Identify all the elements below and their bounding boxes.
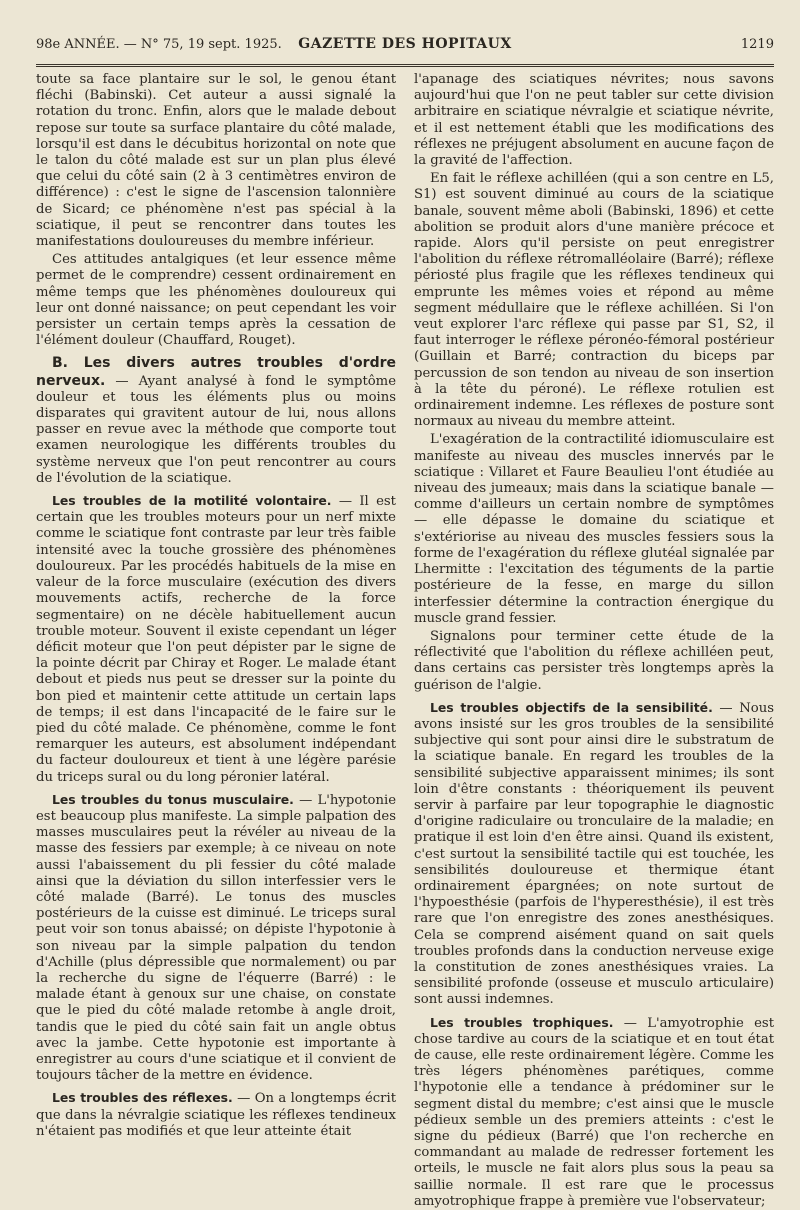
text-columns <box>36 72 774 1209</box>
paragraph-text: — L'amyotrophie est chose tardive au cours de la sciatique et en tout état de cause, elle reste ordinairement légère. Comme les très légers phénomènes parétiques, comme l'hypotonie elle a tendance à prédominer sur le segment distal du membre; c'est ainsi que le muscle pédieux semble un des premiers atteints : c'est le signe du pédieux (Barré) que l'on recherche en commandant au malade de redresser fortement les orteils, le muscle ne fait alors plus sous la peau sa saillie normale. Il est rare que le processus amyotrophique frappe à première vue l'observateur; <box>414 1015 774 1209</box>
paragraph-text: — Ayant analysé à fond le symptôme douleur et tous les éléments plus ou moins disparates qui gravitent autour de lui, nous allons passer en revue avec la méthode que comporte tout examen neurologique les différents troubles du système nerveux que l'on peut rencontrer au cours de l'évolution de la sciatique. <box>36 373 396 486</box>
header-rule <box>36 64 774 67</box>
paragraph-text: Signalons pour terminer cette étude de la réflectivité que l'abolition du réflexe achilléen peut, dans certains cas persister très longtemps après la guérison de l'algie. <box>414 628 774 693</box>
left-paragraph <box>36 792 396 1085</box>
page-header <box>36 30 774 58</box>
right-paragraph <box>414 72 774 169</box>
section-heading: Les troubles de la motilité volontaire. <box>52 493 332 509</box>
section-heading: Les troubles des réflexes. <box>52 1090 233 1106</box>
paragraph-text: L'exagération de la contractilité idiomusculaire est manifeste au niveau des muscles innervés par le sciatique : Villaret et Faure Beaulieu l'ont étudiée au niveau des jumeaux; mais dans la sciatique banale — comme d'ailleurs un certain nombre de symptômes — elle dépasse le domaine du sciatique et s'extériorise au niveau des muscles fessiers sous la forme de l'exagération du réflexe glutéal signalée par Lhermitte : l'excitation des téguments de la partie postérieure de la fesse, en marge du sillon interfessier détermine la contraction énergique du muscle grand fessier. <box>414 432 774 626</box>
right-paragraph <box>414 171 774 430</box>
left-column <box>36 72 397 1139</box>
left-paragraph <box>36 493 396 786</box>
section-heading: Les troubles du tonus musculaire. <box>52 791 294 807</box>
paragraph-text: — L'hypotonie est beaucoup plus manifeste. La simple palpation des masses musculaires peut la révéler au niveau de la masse des fessiers par exemple; à ce niveau on note aussi l'abaissement du pli fessier du côté malade ainsi que la déviation du sillon interfessier vers le côté malade (Barré). Le tonus des muscles postérieurs de la cuisse est diminué. Le triceps sural peut voir son tonus abaissé; on dépiste l'hypotonie à son niveau par la simple palpation du tendon d'Achille (plus dépressible que normalement) ou par la recherche du signe de l'équerre (Barré) : le malade étant à genoux sur une chaise, on constate que le pied du côté malade retombe à angle droit, tandis que le pied du côté sain fait un angle obtus avec la jambe. Cette hypotonie est importante à enregistrer au cours d'une sciatique et il convient de toujours tâcher de la mettre en évidence. <box>36 792 397 1084</box>
paragraph-text: — Nous avons insisté sur les gros troubles de la sensibilité subjective qui sont pour ainsi dire le substratum de la sciatique banale. En regard les troubles de la sensibilité subjective apparaissent minimes; ils sont loin d'être constants : théoriquement ils peuvent servir à parfaire par leur topographie le diagnostic d'origine radiculaire ou tronculaire de la maladie; en pratique il est loin d'en être ainsi. Quand ils existent, c'est surtout la sensibilité tactile qui est touchée, les sensibilités douloureuse et thermique étant ordinairement épargnées; on note surtout de l'hypoesthésie (parfois de l'hyperesthésie), il est très rare que l'on enregistre des zones anesthésiques. Cela se comprend aisément quand on sait quels troubles profonds dans la conduction nerveuse exige la constitution de zones anesthésiques vraies. La sensibilité profonde (osseuse et musculo articulaire) sont aussi indemnes. <box>414 700 774 1008</box>
paragraph-text: En fait le réflexe achilléen (qui a son centre en L5, S1) est souvent diminué au cours de la sciatique banale, souvent même aboli (Babinski, 1896) et cette abolition se produit alors d'une manière précoce et rapide. Alors qu'il persiste on peut enregistrer l'abolition du réflexe rétromalléolaire (Barré); réflexe périosté plus fragile que les réflexes tendineux qui emprunte les mêmes voies et répond au même segment médullaire que le réflexe achilléen. Si l'on veut explorer l'arc réflexe qui passe par S1, S2, il faut interroger le réflexe péronéo-fémoral postérieur (Guillain et Barré; contraction du biceps par percussion de son tendon au niveau de son insertion à la tête du péroné). Le réflexe rotulien est ordinairement indemne. Les réflexes de posture sont normaux au niveau du membre atteint. <box>414 171 774 430</box>
journal-title: GAZETTE DES HOPITAUX <box>298 36 512 52</box>
right-column <box>414 72 774 1209</box>
paragraph-text: — Il est certain que les troubles moteurs pour un nerf mixte comme le sciatique font contraste par leur très faible intensité avec la touche grossière des phénomènes douloureux. Par les procédés habituels de la mise en valeur de la force musculaire (exécution des divers mouvements actifs, recherche de la force segmentaire) on ne décèle habituellement aucun trouble moteur. Souvent il existe cependant un léger déficit moteur que l'on peut dépister par le signe de la pointe décrit par Chiray et Roger. Le malade étant debout et pieds nus peut se dresser sur la pointe du bon pied et maintenir cette attitude un certain laps de temps; il est dans l'incapacité de le faire sur le pied du côté malade. Ce phénomène, comme le font remarquer les auteurs, est absolument indépendant du facteur douloureux et tient à une légère parésie du triceps sural ou du long péronier latéral. <box>36 494 396 785</box>
paragraph-text: — On a longtemps écrit que dans la névralgie sciatique les réflexes tendineux n'étaient pas modifiés et que leur atteinte était <box>36 1091 397 1139</box>
section-heading: Les troubles trophiques. <box>430 1014 614 1030</box>
right-paragraph <box>414 1015 774 1210</box>
issue-info: 98e ANNÉE. — N° 75, 19 sept. 1925. <box>36 36 282 52</box>
left-paragraph <box>36 72 396 250</box>
paragraph-text: Ces attitudes antalgiques (et leur essence même permet de le comprendre) cessent ordinairement en même temps que les phénomènes douloureux qui leur ont donné naissance; on peut cependant les voir persister un certain temps après la cessation de l'élément douleur (Chauffard, Rouget). <box>36 252 396 349</box>
section-heading: B. Les divers autres troubles d'ordre nerveux. <box>36 355 396 389</box>
paragraph-text: toute sa face plantaire sur le sol, le genou étant fléchi (Babinski). Cet auteur a aussi signalé la rotation du tronc. Enfin, alors que le malade debout repose sur toute sa surface plantaire du côté malade, lorsqu'il est dans le décubitus horizontal on note que le talon du côté malade est sur un plan plus élevé que celui du côté sain (2 à 3 centimètres environ de différence) : c'est le signe de l'ascension talonnière de Sicard; ce phénomène n'est pas spécial à la sciatique, il peut se rencontrer dans toutes les manifestations douloureuses du membre inférieur. <box>36 72 396 250</box>
paragraph-text: l'apanage des sciatiques névrites; nous savons aujourd'hui que l'on ne peut tabler sur cette division arbitraire en sciatique névralgie et sciatique névrite, et il est nettement établi que les modifications des réflexes ne préjugent absolument en aucune façon de la gravité de l'affection. <box>414 72 774 169</box>
left-paragraph <box>36 355 396 487</box>
right-paragraph <box>414 432 774 626</box>
right-paragraph <box>414 700 774 1009</box>
left-paragraph <box>36 1090 396 1140</box>
left-paragraph <box>36 252 396 349</box>
page-number: 1219 <box>740 36 774 52</box>
right-paragraph <box>414 629 774 694</box>
section-heading: Les troubles objectifs de la sensibilité. <box>430 699 713 715</box>
